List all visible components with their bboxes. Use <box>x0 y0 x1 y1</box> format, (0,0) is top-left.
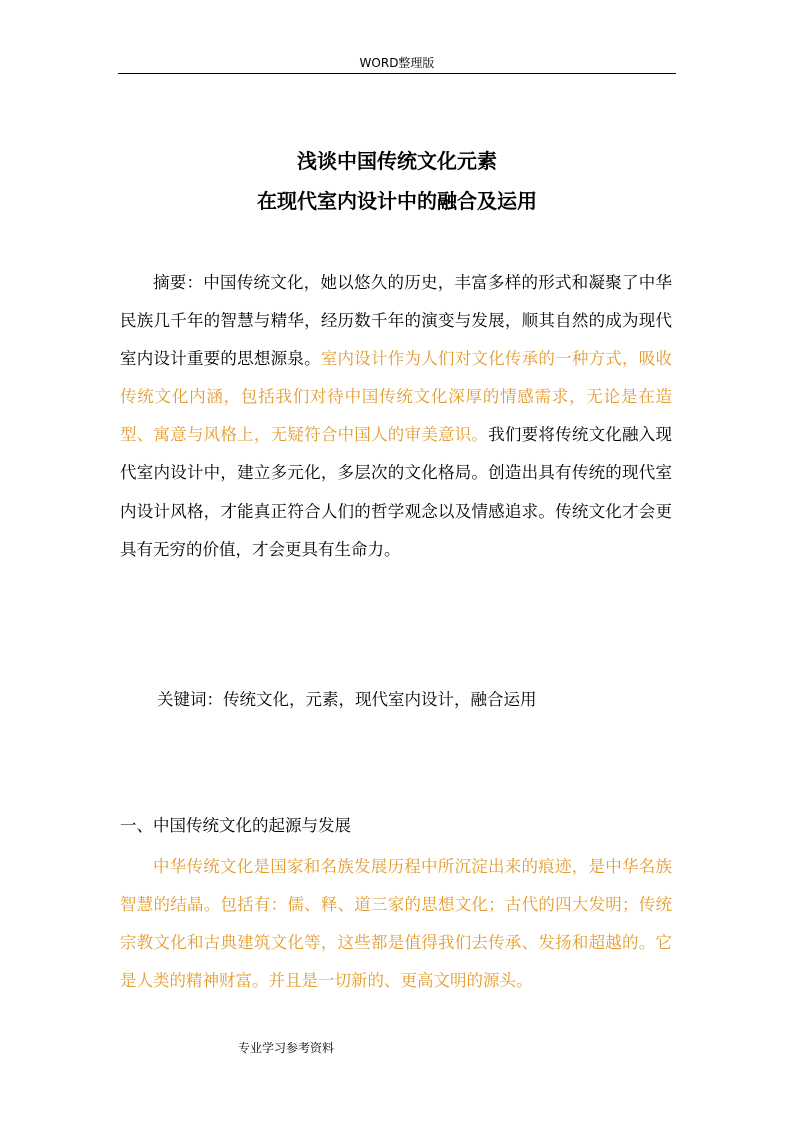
abstract-highlight: 室内设计作为人们对文化传承的一种方式，吸收传统文化内涵，包括我们对待中国传统文化深厚的情感需求，无论是在造型、寓意与风格上，无疑符合中国人的审美意识。 <box>120 349 672 445</box>
page-footer: 专业学习参考资料 <box>238 1041 335 1055</box>
abstract-paragraph <box>120 264 672 569</box>
abstract-text-2: 我们要将传统文化融入现代室内设计中，建立多元化，多层次的文化格局。创造出具有传统的现代室内设计风格，才能真正符合人们的哲学观念以及情感追求。传统文化才会更具有无穷的价值，才会更具有生命力。 <box>120 425 672 559</box>
header-rule <box>118 73 676 74</box>
abstract-text-1: 摘要：中国传统文化，她以悠久的历史，丰富多样的形式和凝聚了中华民族几千年的智慧与精华，经历数千年的演变与发展，顺其自然的成为现代室内设计重要的思想源泉。 <box>120 273 672 369</box>
keywords: 关键词：传统文化，元素，现代室内设计，融合运用 <box>157 690 537 709</box>
section-1-title: 一、中国传统文化的起源与发展 <box>120 816 351 835</box>
title-line-1: 浅谈中国传统文化元素 <box>297 149 497 173</box>
title-line-2: 在现代室内设计中的融合及运用 <box>257 189 537 213</box>
page-header: WORD整理版 <box>359 56 435 70</box>
section-1-body: 中华传统文化是国家和名族发展历程中所沉淀出来的痕迹，是中华名族智慧的结晶。包括有：儒、释、道三家的思想文化；古代的四大发明；传统宗教文化和古典建筑文化等，这些都是值得我们去传承、发扬和超越的。它是人类的精神财富。并且是一切新的、更高文明的源头。 <box>120 857 672 991</box>
